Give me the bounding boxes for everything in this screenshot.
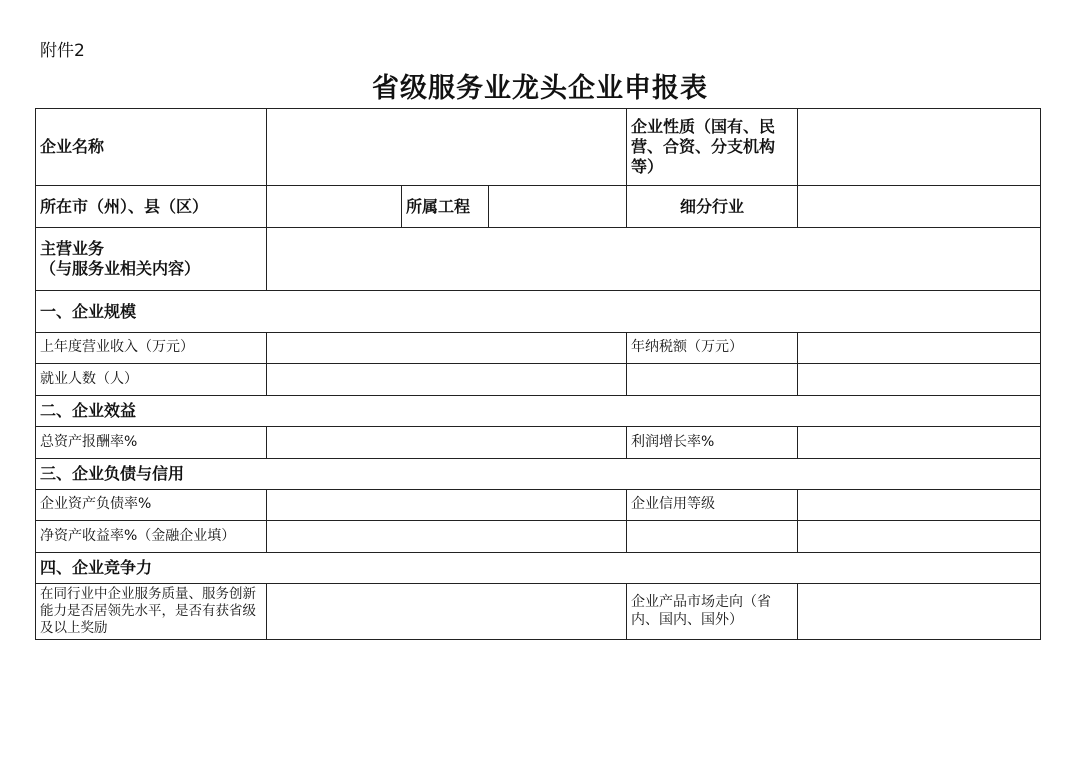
tax-label: 年纳税额（万元） bbox=[627, 333, 798, 364]
market-direction-field[interactable] bbox=[798, 584, 1041, 640]
row-location bbox=[36, 186, 1041, 228]
enterprise-nature-label: 企业性质（国有、民营、合资、分支机构等） bbox=[627, 109, 798, 186]
annex-label: 附件2 bbox=[40, 41, 85, 61]
tax-field[interactable] bbox=[798, 333, 1041, 364]
blank-label-cell bbox=[627, 364, 798, 396]
debt-ratio-field[interactable] bbox=[267, 490, 627, 521]
revenue-label: 上年度营业收入（万元） bbox=[36, 333, 267, 364]
row-revenue bbox=[36, 333, 1041, 364]
roe-blank-label-cell bbox=[627, 521, 798, 553]
row-roe bbox=[36, 521, 1041, 553]
row-enterprise-name bbox=[36, 109, 1041, 186]
profit-growth-field[interactable] bbox=[798, 427, 1041, 459]
revenue-field[interactable] bbox=[267, 333, 627, 364]
row-section-scale bbox=[36, 291, 1041, 333]
industry-label: 细分行业 bbox=[627, 186, 798, 228]
form-title: 省级服务业龙头企业申报表 bbox=[372, 73, 708, 104]
enterprise-nature-field[interactable] bbox=[798, 109, 1041, 186]
roa-label: 总资产报酬率% bbox=[36, 427, 267, 459]
enterprise-name-field[interactable] bbox=[267, 109, 627, 186]
main-business-sub-label: （与服务业相关内容） bbox=[40, 259, 201, 278]
industry-field[interactable] bbox=[798, 186, 1041, 228]
section-heading-benefit: 二、企业效益 bbox=[36, 396, 1041, 427]
application-form-table bbox=[35, 108, 1041, 640]
main-business-label-cell bbox=[36, 228, 267, 291]
employees-field[interactable] bbox=[267, 364, 627, 396]
main-business-field[interactable] bbox=[267, 228, 1041, 291]
project-field[interactable] bbox=[489, 186, 627, 228]
section-heading-scale: 一、企业规模 bbox=[36, 291, 1041, 333]
roa-field[interactable] bbox=[267, 427, 627, 459]
row-service-level bbox=[36, 584, 1041, 640]
service-level-field[interactable] bbox=[267, 584, 627, 640]
row-debt-ratio bbox=[36, 490, 1041, 521]
row-main-business bbox=[36, 228, 1041, 291]
section-heading-competitiveness: 四、企业竞争力 bbox=[36, 553, 1041, 584]
main-business-label: 主营业务 bbox=[40, 239, 105, 258]
location-field[interactable] bbox=[267, 186, 402, 228]
credit-grade-field[interactable] bbox=[798, 490, 1041, 521]
debt-ratio-label: 企业资产负债率% bbox=[36, 490, 267, 521]
roe-blank-value-cell[interactable] bbox=[798, 521, 1041, 553]
row-section-competitiveness bbox=[36, 553, 1041, 584]
project-label: 所属工程 bbox=[402, 186, 489, 228]
market-direction-label: 企业产品市场走向（省内、国内、国外） bbox=[627, 584, 798, 640]
credit-grade-label: 企业信用等级 bbox=[627, 490, 798, 521]
location-label: 所在市（州）、县（区） bbox=[36, 186, 267, 228]
roe-field[interactable] bbox=[267, 521, 627, 553]
employees-label: 就业人数（人） bbox=[36, 364, 267, 396]
section-heading-debt-credit: 三、企业负债与信用 bbox=[36, 459, 1041, 490]
enterprise-name-label: 企业名称 bbox=[36, 109, 267, 186]
row-roa bbox=[36, 427, 1041, 459]
roe-label: 净资产收益率%（金融企业填） bbox=[36, 521, 267, 553]
blank-value-cell[interactable] bbox=[798, 364, 1041, 396]
row-section-benefit bbox=[36, 396, 1041, 427]
row-employees bbox=[36, 364, 1041, 396]
row-section-debt-credit bbox=[36, 459, 1041, 490]
service-level-label: 在同行业中企业服务质量、服务创新能力是否居领先水平，是否有获省级及以上奖励 bbox=[36, 584, 267, 640]
profit-growth-label: 利润增长率% bbox=[627, 427, 798, 459]
